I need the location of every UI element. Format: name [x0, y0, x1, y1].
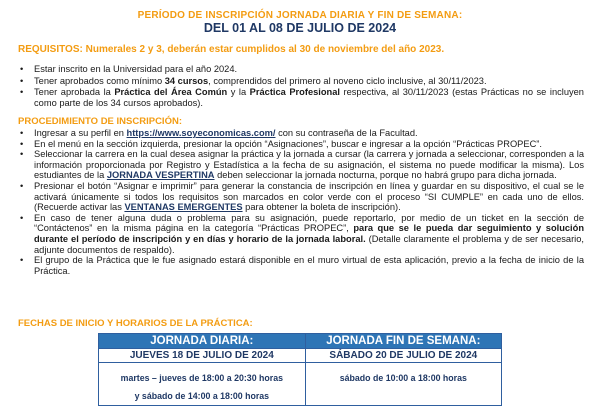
procedure-title: PROCEDIMIENTO DE INSCRIPCIÓN:	[18, 116, 182, 127]
requirements-title: REQUISITOS:	[18, 44, 83, 55]
daily-hours	[99, 363, 306, 406]
procedure-list	[18, 128, 584, 276]
requirement-item: • Estar inscrito en la Universidad para el año 2024.	[18, 64, 584, 75]
period-dates: DEL 01 AL 08 DE JULIO DE 2024	[203, 21, 397, 35]
daily-hours-line: martes – jueves de 18:00 a 20:30 horas	[120, 373, 283, 383]
period-title: PERÍODO DE INSCRIPCIÓN JORNADA DIARIA Y FIN DE SEMANA:	[137, 10, 463, 21]
requirement-item: • Tener aprobados como mínimo 34 cursos, comprendidos del primero al noveno ciclo inclusive, al 30/11/2023.	[18, 76, 584, 87]
requirement-item: • Tener aprobada la Práctica del Área Común y la Práctica Profesional respectiva, al 30/11/2023 (estas Prácticas no se incluyen como parte de los 34 cursos aprobados).	[18, 87, 584, 108]
procedure-item: • Ingresar a su perfil en https://www.soyeconomicas.com/ con su contraseña de la Facultad.	[18, 128, 584, 139]
schedule-table	[98, 333, 502, 406]
weekend-header: JORNADA FIN DE SEMANA:	[305, 334, 501, 349]
weekend-start-date: SÁBADO 20 DE JULIO DE 2024	[305, 349, 501, 363]
procedure-item: • Presionar el botón “Asignar e imprimir” para generar la constancia de inscripción en línea y guardar en su dispositivo, el cual se le activará únicamente si todos los requisitos son marcados en color verde con el proceso “SI CUMPLE” en cada uno de ellos. (Recuerde activar las VENTANAS EMERGENTES para obtener la boleta de inscripción).	[18, 181, 584, 213]
daily-start-date: JUEVES 18 DE JULIO DE 2024	[99, 349, 306, 363]
site-link[interactable]: https://www.soyeconomicas.com/	[126, 128, 276, 138]
procedure-item: • Seleccionar la carrera en la cual desea asignar la práctica y la jornada a cursar (la carrera y jornada a seleccionar, corresponden a la información proporcionada por Registro y Estadística a la fecha de su asignación, el sistema no puede modificar la misma). Los estudiantes de la JORNADA VESPERTINA deben seleccionar la jornada nocturna, porque no habrá grupo para dicha jornada.	[18, 149, 584, 181]
requirements-heading	[18, 44, 588, 55]
procedure-item: • En el menú en la sección izquierda, presionar la opción “Asignaciones”, buscar e ingresar a la opción “Prácticas PROPEC”.	[18, 139, 584, 150]
requirements-note: Numerales 2 y 3, deberán estar cumplidos al 30 de noviembre del año 2023.	[85, 44, 445, 55]
procedure-item: • El grupo de la Práctica que le fue asignado estará disponible en el muro virtual de esta aplicación, previo a la fecha de inicio de la Práctica.	[18, 255, 584, 276]
procedure-item: • En caso de tener alguna duda o problema para su asignación, puede reportarlo, por medio de un ticket en la sección de “Contáctenos” en la misma página en la categoría “Prácticas PROPEC”, para que se le pueda dar seguimiento y solución durante el período de inscripción y en días y horario de la jornada laboral. (Detalle claramente el problema y de ser necesario, adjunte documentos de respaldo).	[18, 213, 584, 255]
schedule-title: FECHAS DE INICIO Y HORARIOS DE LA PRÁCTICA:	[18, 318, 253, 329]
weekend-hours	[305, 363, 501, 406]
weekend-hours-line: sábado de 10:00 a 18:00 horas	[339, 373, 467, 383]
requirements-list	[18, 64, 584, 109]
daily-header: JORNADA DIARIA:	[99, 334, 306, 349]
daily-hours-line: y sábado de 14:00 a 18:00 horas	[134, 391, 270, 401]
